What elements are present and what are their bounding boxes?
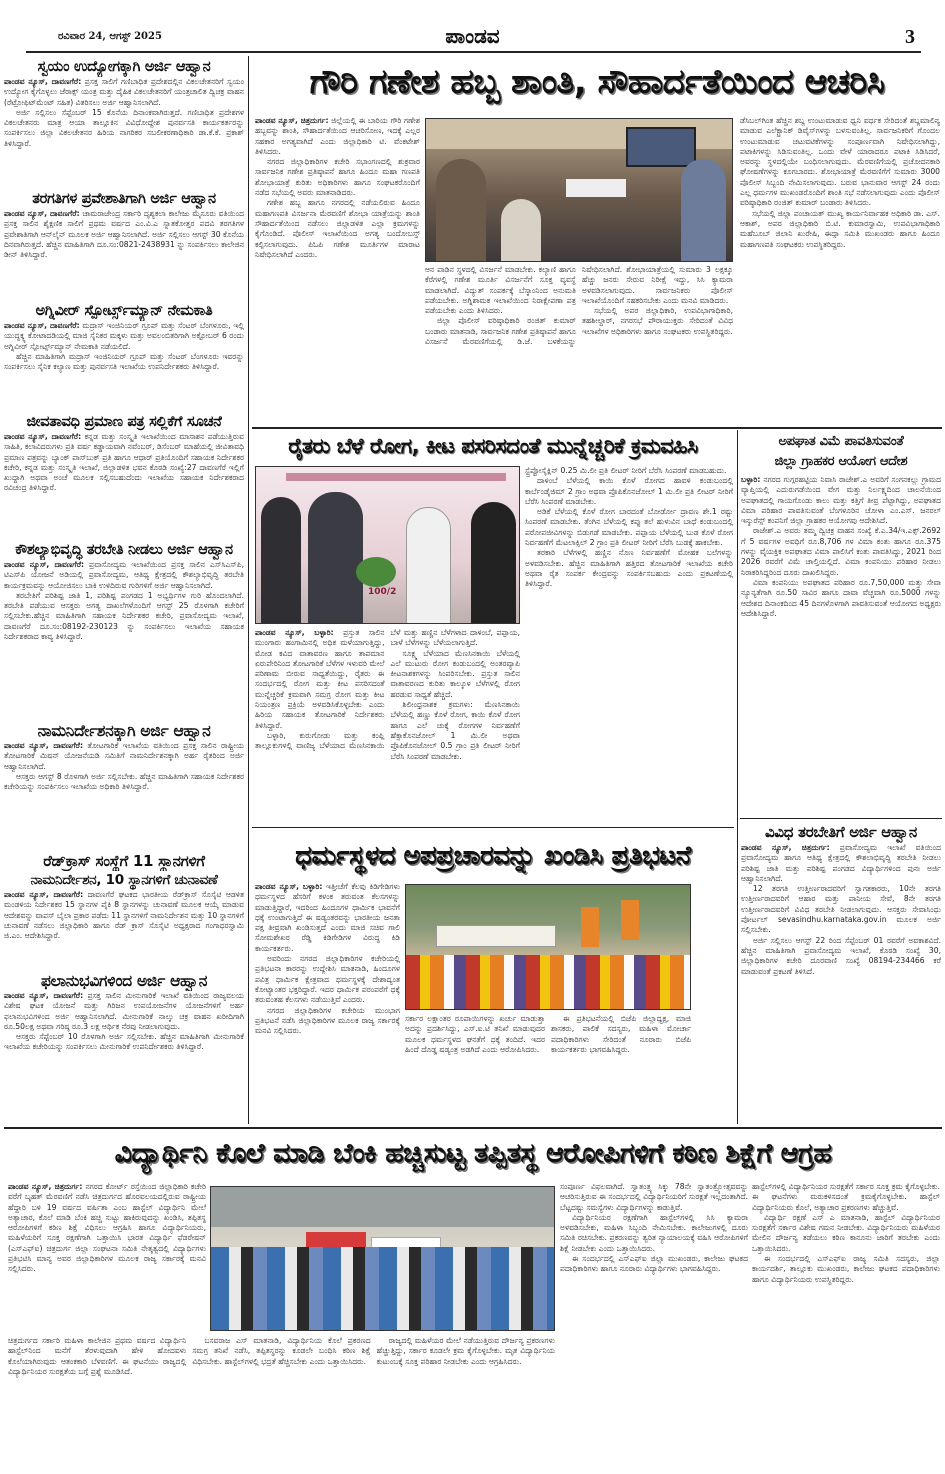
- headline: ವಿವಿಧ ತರಬೇತಿಗೆ ಅರ್ಜಿ ಆಹ್ವಾನ: [765, 823, 917, 841]
- bottom-story-lead: ಪಾಂಡವ ನ್ಯೂಸ್, ಚಿತ್ರದುರ್ಗ: ನಗರದ ಕೋರ್ಟ್ ರಸ್ತೆಯಿಂದ ಜಿಲ್ಲಾಧಿಕಾರಿ ಕಚೇರಿ ವರೆಗೆ ಬೃಹತ್ ಮೆರವಣಿಗೆ ನಡೆಸಿ ಚಿತ್ರದುರ್ಗದ ಹೊರವಲಯದಲ್ಲಿರುವ ರಾಷ್ಟ್ರೀಯ ಹೆದ್ದಾರಿ ಬಳಿ 19 ವರ್ಷದ ವರ್ಷಿತಾ ಎಂಬ ಹಾಸ್ಟೆಲ್ ವಿದ್ಯಾರ್ಥಿನಿ ಮೇಲೆ ಅತ್ಯಾಚಾರ, ಕೊಲೆ ಮಾಡಿ ಬೆಂಕಿ ಹಚ್ಚಿ ಸುಟ್ಟು ಹಾಕಿರುವುದನ್ನು ಖಂಡಿಸಿ, ತಪ್ಪಿತಸ್ಥ ಆರೋಪಿಗಳಿಗೆ ಕಠಿಣ ಶಿಕ್ಷೆ ವಿಧಿಸಲು ಆಗ್ರಹಿಸಿ ಹಾಗೂ ವಿದ್ಯಾರ್ಥಿನಿಯರು, ಮಹಿಳೆಯರಿಗೆ ಸೂಕ್ತ ರಕ್ಷಣೆಗಾಗಿ ಒತ್ತಾಯಿಸಿ ಭಾರತ ವಿದ್ಯಾರ್ಥಿ ಫೆಡರೇಷನ್ (ಎಸ್‌ಎಫ್‌ಐ) ಚಿತ್ರದುರ್ಗ ಜಿಲ್ಲಾ ಸಂಘಟನಾ ಸಮಿತಿ ನೇತೃತ್ವದಲ್ಲಿ ವಿದ್ಯಾರ್ಥಿಗಳು ಪ್ರತಿಭಟಿಸಿ ಮಾನ್ಯ ಅವರ ಜಿಲ್ಲಾಧಿಕಾರಿಗಳ ಮೂಲಕ ರಾಜ್ಯ ಸರ್ಕಾರಕ್ಕೆ ಮನವಿ ಸಲ್ಲಿಸಿದರು.: [8, 1182, 206, 1274]
- headline-line2: ನಾಮನಿರ್ದೇಶನ, 10 ಸ್ಥಾನಗಳಿಗೆ ಚುನಾವಣೆ: [30, 872, 218, 888]
- photo-meeting: [425, 118, 733, 262]
- farmers-story-right: ಸ್ಟ್ರೆಪ್ಟೋಸೈಕ್ಲಿನ್ 0.25 ಮಿ.ಲೀ ಪ್ರತಿ ಲೀಟರ್ ನೀರಿಗೆ ಬೆರೆಸಿ ಸಿಂಪರಣೆ ಮಾಡಬಹುದು. ದಾಳಿಂಬೆ ಬೆಳೆಯಲ್ಲಿ ಕಾಯಿ ಕೊಳೆ ರೋಗದ ಹಾವಳಿ ಕಂಡುಬಂದಲ್ಲಿ ಕಾರ್ಬೆಂಡೈಜಿಮ್ 2 ಗ್ರಾಂ ಅಥವಾ ಪ್ರೊಪಿಕೊನಜೋಲ್ 1 ಮಿ.ಲೀ ಪ್ರತಿ ಲೀಟರ್ ನೀರಿಗೆ ಬೆರೆಸಿ ಸಿಂಪರಣೆ ಮಾಡಬೇಕು. ಅಡಿಕೆ ಬೆಳೆಯಲ್ಲಿ ಕೊಳೆ ರೋಗ ಬಾರದಂತೆ ಬೋರ್ಡೋ ದ್ರಾವಣ ಶೇ.1 ರಷ್ಟು ಸಿಂಪರಣೆ ಮಾಡಬೇಕು. ತೆಂಗಿನ ಬೆಳೆಯಲ್ಲಿ ಕಪ್ಪು ತಲೆ ಹುಳುವಿನ ಬಾಧೆ ಕಂಡುಬಂದಲ್ಲಿ ಪರೋಪಜೀವಿಗಳನ್ನು ಬಿಡುಗಡೆ ಮಾಡಬೇಕು. ಪಪ್ಪಾಯ ಬೆಳೆಯಲ್ಲಿ ಬುಡ ಕೊಳೆ ರೋಗ ನಿರ್ವಹಣೆಗೆ ಮೆಟಲಾಕ್ಸಿಲ್ 2 ಗ್ರಾಂ ಪ್ರತಿ ಲೀಟರ್ ನೀರಿಗೆ ಬೆರೆಸಿ ಬುಡಕ್ಕೆ ಹಾಕಬೇಕು. ತರಕಾರಿ ಬೆಳೆಗಳಲ್ಲಿ ಹಣ್ಣಿನ ನೊಣ ನಿರ್ವಹಣೆಗೆ ಮೋಹಕ ಬಲೆಗಳನ್ನು ಅಳವಡಿಸಬೇಕು. ಹೆಚ್ಚಿನ ಮಾಹಿತಿಗಾಗಿ ಹತ್ತಿರದ ತೋಟಗಾರಿಕೆ ಇಲಾಖೆಯ ಕಚೇರಿ ಅಥವಾ ರೈತ ಸಂಪರ್ಕ ಕೇಂದ್ರವನ್ನು ಸಂಪರ್ಕಿಸಬಹುದು ಎಂದು ಪ್ರಕಟಣೆಯಲ್ಲಿ ತಿಳಿಸಿದ್ದಾರೆ.: [525, 466, 733, 589]
- bottom-story-right2: ಹಾಸ್ಟೆಲ್‌ಗಳಲ್ಲಿ ವಿದ್ಯಾರ್ಥಿನಿಯರ ಸುರಕ್ಷತೆಗೆ ಸರ್ಕಾರ ಸೂಕ್ತ ಕ್ರಮ ಕೈಗೊಳ್ಳಬೇಕು. ಈ ಘಟನೆಗಳು ಮರುಕಳಿಸದಂತೆ ಕ್ರಮಕೈಗೊಳ್ಳಬೇಕು. ಹಾಸ್ಟೆಲ್ ವಿದ್ಯಾರ್ಥಿನಿಯರು ಕೊಲೆ, ಅತ್ಯಾಚಾರ ಪ್ರಕರಣಗಳು ಹೆಚ್ಚುತ್ತಿವೆ. ವಿದ್ಯಾರ್ಥಿ ರಕ್ಷಣೆ ಎಸ್ ಎ ಮಾತನಾಡಿ, ಹಾಸ್ಟೆಲ್ ವಿದ್ಯಾರ್ಥಿನಿಯರ ಸುರಕ್ಷತೆಗೆ ಸರ್ಕಾರ ವಿಶೇಷ ಗಮನ ನೀಡಬೇಕು. ವಿದ್ಯಾರ್ಥಿನಿಯರು ಮಹಿಳೆಯರ ಮೇಲಿನ ದೌರ್ಜನ್ಯ ತಡೆಯಲು ಕಠಿಣ ಕಾನೂನು ಜಾರಿಗೆ ತರಬೇಕು ಎಂದು ಒತ್ತಾಯಿಸಿದರು. ಈ ಸಂದರ್ಭದಲ್ಲಿ ಎಸ್‌ಎಫ್‌ಐ ರಾಜ್ಯ ಸಮಿತಿ ಸದಸ್ಯರು, ಜಿಲ್ಲಾ ಕಾರ್ಯದರ್ಶಿ, ತಾಲ್ಲೂಕು ಮುಖಂಡರು, ಕಾಲೇಜು ಘಟಕದ ಪದಾಧಿಕಾರಿಗಳು ಹಾಗೂ ವಿದ್ಯಾರ್ಥಿನಿಯರು ಉಪಸ್ಥಿತರಿದ್ದರು.: [752, 1182, 940, 1284]
- header-rule: [26, 51, 921, 53]
- article-body: ಪಾಂಡವ ನ್ಯೂಸ್, ದಾವಣಗೆರೆ: ಪ್ರಸಕ್ತ ಸಾಲಿಗೆ ಗಣಿಬಾಧಿತ ಪ್ರದೇಶದಲ್ಲಿನ ವಿಕಲಚೇತನರಿಗೆ ಸ್ವಯಂ ಉದ್ಯೋಗ ಕೈಗೊಳ್ಳಲು ಜೆರಾಕ್ಸ್ ಯಂತ್ರ ಮತ್ತು ದೈಹಿಕ ವಿಕಲಚೇತನರಿಗೆ ಯಂತ್ರಚಾಲಿತ ದ್ವಿಚಕ್ರ ವಾಹನ (ರೆಟ್ರೋಫಿಟ್‌ಮೆಂಟ್ ಸಹಿತ) ವಿತರಿಸಲು ಅರ್ಜಿ ಆಹ್ವಾನಿಸಲಾಗಿದೆ. ಅರ್ಜಿ ಸಲ್ಲಿಸಲು ಸೆಪ್ಟೆಂಬರ್ 15 ಕೊನೆಯ ದಿನಾಂಕವಾಗಿರುತ್ತದೆ. ಗಣಿಬಾಧಿತ ಪ್ರದೇಶಗಳ ವಿಕಲಚೇತನರು ಮಾತ್ರ ಆಯಾ ತಾಲ್ಲೂಕಿನ ವಿವಿಧೋದ್ದೇಶ ಪುನರ್ವಸತಿ ಕಾರ್ಯಕರ್ತರನ್ನು ಸಂಪರ್ಕಿಸಲು ಜಿಲ್ಲಾ ವಿಕಲಚೇತನರ ಹಿರಿಯ ನಾಗರಿಕರ ಸಬಲೀಕರಣಾಧಿಕಾರಿ ಡಾ.ಕೆ.ಕೆ. ಪ್ರಕಾಶ್ ತಿಳಿಸಿದ್ದಾರೆ.: [4, 77, 244, 148]
- article-body: ಪಾಂಡವ ನ್ಯೂಸ್, ದಾವಣಗೆರೆ: ಮದ್ರಾಸ್ ಇಂಜಿನಿಯರ್ ಗ್ರೂಪ್ ಮತ್ತು ಸೆಂಟರ್ ಬೆಂಗಳೂರು, ಇಲ್ಲಿ ಯುದ್ಧಕ್ಕ್ಯ ಕೋಟಾದಡಿಯಲ್ಲಿ ಮಾಜಿ ಸೈನಿಕರ ಮಕ್ಕಳು ಮತ್ತು ಅವಲಂಬಿತರಿಗಾಗಿ ಅಕ್ಟೋಬರ್ 6 ರಂದು ಅಗ್ನಿವೀರ್ ಸ್ಪೋರ್ಟ್ಸ್‌ಮ್ಯಾನ್ ನೇಮಕಾತಿ ನಡೆಯಲಿದೆ. ಹೆಚ್ಚಿನ ಮಾಹಿತಿಗಾಗಿ ಮದ್ರಾಸ್ ಇಂಜಿನಿಯರ್ ಗ್ರೂಪ್ ಮತ್ತು ಸೆಂಟರ್ ಬೆಂಗಳೂರು ಇವರನ್ನು ಸಂಪರ್ಕಿಸಲು ಸೈನಿಕ ಕಲ್ಯಾಣ ಮತ್ತು ಪುನರ್ವಸತಿ ಇಲಾಖೆಯ ಉಪನಿರ್ದೇಶಕರು ತಿಳಿಸಿದ್ದಾರೆ.: [4, 321, 244, 372]
- bottom-story-headline: ವಿದ್ಯಾರ್ಥಿನಿ ಕೊಲೆ ಮಾಡಿ ಬೆಂಕಿ ಹಚ್ಚಿಸುಟ್ಟ ತಪ್ಪಿತಸ್ಥ ಆರೋಪಿಗಳಿಗೆ ಕಠಿಣ ಶಿಕ್ಷೆಗೆ ಆಗ್ರಹ: [114, 1138, 832, 1169]
- article-body: ಬಳ್ಳಾರಿ: ನಗರದ ಗುಗ್ಗರಹಟ್ಟಿಯ ನಿವಾಸಿ ರಾಜೇಶ್.ಎ ಅವರಿಗೆ ಸಂಗನಕಲ್ಲು ಗ್ರಾಮದ ವ್ಯಾಪ್ತಿಯಲ್ಲಿ ಎದುರುಗಡೆಯಿಂದ ವೇಗ ಮತ್ತು ನಿರ್ಲಕ್ಷ್ಯದಿಂದ ಚಾಲನೆಯಿಂದ ಅಪಘಾತದಲ್ಲಿ ಗಾಯಗೊಂಡು ಕಾಲು ಮತ್ತು ಕತ್ತಿಗೆ ತೀವ್ರ ಪೆಟ್ಟಾಗಿದ್ದು, ಅಪಘಾತದ ವಿಮಾ ಪರಿಹಾರ ಪಾವತಿಸುವಂತೆ ಬೆಂಗಳೂರಿನ ಚೋಳಾ ಎಂ.ಎಸ್. ಜನರಲ್ ಇನ್ಶುರೆನ್ಸ್ ಕಂಪನಿಗೆ ಜಿಲ್ಲಾ ಗ್ರಾಹಕರ ಆಯೋಗವು ಆದೇಶಿಸಿದೆ. ರಾಜೇಶ್.ಎ ಅವರು ತಮ್ಮ ದ್ವಿಚಕ್ರ ವಾಹನ ಸಂಖ್ಯೆ ಕೆ.ಎ.34/ಇ.ಎಕ್ಸ್.2692 ಗೆ 5 ವರ್ಷಗಳ ಅವಧಿಗೆ ರೂ.8,706 ಗಳ ವಿಮಾ ಕಂತು ಹಾಗೂ ರೂ.375 ಗಳನ್ನು ವೈಯಕ್ತಿಕ ಅಪಘಾತದ ವಿಮಾ ಪಾಲಿಸಿಗೆ ಕಂತು ಪಾವತಿಸಿದ್ದು, 2021 ರಿಂದ 2026 ರವರೆಗೆ ವಿಮೆ ಚಾಲ್ತಿಯಲ್ಲಿದೆ. ವಿಮಾ ಕಂಪನಿಯು ಪರಿಹಾರ ನೀಡಲು ನಿರಾಕರಿಸಿದ್ದರಿಂದ ದೂರು ದಾಖಲಿಸಿದ್ದರು. ವಿಮಾ ಕಂಪನಿಯು ಅಪಘಾತದ ಪರಿಹಾರ ರೂ.7,50,000 ಮತ್ತು ಸೇವಾ ನ್ಯೂನ್ಯತೆಗಾಗಿ ರೂ.50 ಸಾವಿರ ಹಾಗೂ ದಾವಾ ವೆಚ್ಚವಾಗಿ ರೂ.5000 ಗಳನ್ನು ಆದೇಶದ ದಿನಾಂಕದಿಂದ 45 ದಿನಗಳೊಳಗಾಗಿ ಪಾವತಿಸುವಂತೆ ಆಯೋಗದ ಅಧ್ಯಕ್ಷರು ಆದೇಶಿಸಿದ್ದಾರೆ.: [741, 475, 941, 618]
- protest-story-left: ಪಾಂಡವ ನ್ಯೂಸ್, ಬಳ್ಳಾರಿ: ಇತ್ತೀಚೆಗೆ ಕೆಲವು ಕಿಡಿಗೇಡಿಗಳು ಧರ್ಮಸ್ಥಳದ ಹೆಸರಿಗೆ ಕಳಂಕ ತರುವಂತ ಕೆಲಸಗಳನ್ನು ಮಾಡುತ್ತಿದ್ದಾರೆ, ಇದರಿಂದ ಹಿಂದೂಗಳ ಧಾರ್ಮಿಕ ಭಾವನೆಗೆ ಧಕ್ಕೆ ಉಂಟಾಗುತ್ತಿದೆ ಈ ಷಡ್ಯಂತರವನ್ನು ಭಾರತೀಯ ಜನತಾ ಪಕ್ಷ ತೀವ್ರವಾಗಿ ಖಂಡಿಸುತ್ತದೆ ಎಂದು ಮಾಜಿ ಸಚಿವ ಗಾಲಿ ಸೋಮಶೇಖರ ರೆಡ್ಡಿ ಕಿಡಿಗೇಡಿಗಳ ವಿರುದ್ಧ ಕಿಡಿ ಕಾರ್ಯಕರ್ತರು. ಅವರಿಂದು ನಗರದ ಜಿಲ್ಲಾಧಿಕಾರಿಗಳ ಕಚೇರಿಯಲ್ಲಿ ಪ್ರತಿಭಟನಾ ಕಾರರನ್ನು ಉದ್ದೇಶಿಸಿ ಮಾತನಾಡಿ, ಹಿಂದೂಗಳ ಪವಿತ್ರ ಧಾರ್ಮಿಕ ಕ್ಷೇತ್ರವಾದ ಧರ್ಮಸ್ಥಳಕ್ಕೆ ದೇಶಾದ್ಯಂತ ಕೋಟ್ಯಾಂತರ ಭಕ್ತರಿದ್ದಾರೆ. ಇದರ ಧಾರ್ಮಿಕ ಪರಂಪರೆಗೆ ಧಕ್ಕೆ ತರುವಂತಹ ಕೆಲಸಗಳು ನಡೆಯುತ್ತಿವೆ ಎಂದರು. ನಗರದ ಜಿಲ್ಲಾಧಿಕಾರಿಗಳ ಕಚೇರಿಯ ಮುಂಭಾಗ ಪ್ರತಿಭಟನೆ ನಡೆಸಿ ಜಿಲ್ಲಾಧಿಕಾರಿಗಳ ಮೂಲಕ ರಾಜ್ಯ ಸರ್ಕಾರಕ್ಕೆ ಮನವಿ ಸಲ್ಲಿಸಿದರು.: [255, 882, 400, 1036]
- top-story-headline: ಗೌರಿ ಗಣೇಶ ಹಬ್ಬ ಶಾಂತಿ, ಸೌಹಾರ್ದತೆಯಿಂದ ಆಚರಿಸಿ: [309, 62, 885, 102]
- headline: ಅಗ್ನಿವೀರ್ ಸ್ಪೋರ್ಟ್ಸ್‌ಮ್ಯಾನ್ ನೇಮಕಾತಿ: [35, 303, 213, 319]
- article-body: ಪಾಂಡವ ನ್ಯೂಸ್, ದಾವಣಗೆರೆ: ದಾವಣಗೆರೆ ಘಟಕದ ಭಾರತೀಯ ರೆಡ್‌ಕ್ರಾಸ್ ಸೊಸೈಟಿ ಆಡಳಿತ ಮಂಡಳಿಯ ನಿರ್ದೇಶಕರ 15 ಸ್ಥಾನಗಳ ಪೈಕಿ 8 ಸ್ಥಾನಗಳನ್ನು ಚುನಾವಣೆ ಮೂಲಕ ಆಯ್ಕೆ ಮಾಡುವ ಆದೇಶವನ್ನು ವಾಪಸ್ ಬೈಲಾ ಪ್ರಕಾರ ಪಡೆದು 11 ಸ್ಥಾನಗಳಿಗೆ ನಾಮನಿರ್ದೇಶನ ಮತ್ತು 10 ಸ್ಥಾನಗಳಿಗೆ ಚುನಾವಣೆ ನಡೆಸಲು ಜಿಲ್ಲಾಧಿಕಾರಿ ಹಾಗೂ ರೆಡ್ ಕ್ರಾಸ್ ಸೊಸೈಟಿ ಅಧ್ಯಕ್ಷರಾದ ಗಂಗಾಧರಸ್ವಾಮಿ ಜಿ.ಎಂ. ಆದೇಶಿಸಿದ್ದಾರೆ.: [4, 890, 244, 941]
- article-body: ಪಾಂಡವ ನ್ಯೂಸ್, ದಾವಣಗೆರೆ: ಕನ್ನಡ ಮತ್ತು ಸಂಸ್ಕೃತಿ ಇಲಾಖೆಯಿಂದ ಮಾಸಾಶನ ಪಡೆಯುತ್ತಿರುವ ಸಾಹಿತಿ, ಕಲಾವಿದರುಗಳು ಪ್ರತಿ ವರ್ಷ ಕಡ್ಡಾಯವಾಗಿ ನವೆಂಬರ್, ಡಿಸೆಂಬರ್ ಮಾಹೆಯಲ್ಲಿ ಜೀವಿತಾವಧಿ ಪ್ರಮಾಣ ಪತ್ರವನ್ನು ಬ್ಯಾಂಕ್ ಪಾಸ್‌ಬುಕ್ ಪ್ರತಿ ಹಾಗೂ ಆಧಾರ್ ಪ್ರತಿಯೊಂದಿಗೆ ಸಹಾಯಕ ನಿರ್ದೇಶಕರ ಕಚೇರಿ, ಕನ್ನಡ ಮತ್ತು ಸಂಸ್ಕೃತಿ ಇಲಾಖೆ, ಜಿಲ್ಲಾಡಳಿತ ಭವನ ಕೊಠಡಿ ಸಂಖ್ಯೆ:27 ದಾವಣಗೆರೆ ಇಲ್ಲಿಗೆ ಖುದ್ದಾಗಿ ಅಥವಾ ಅಂಚೆ ಮೂಲಕ ಸಲ್ಲಿಸಬಹುದೆಂದು ಇಲಾಖೆಯ ಸಹಾಯಕ ನಿರ್ದೇಶಕರಾದ ರವಿಚಂದ್ರ ತಿಳಿಸಿದ್ದಾರೆ.: [4, 432, 244, 493]
- training-story: [741, 821, 941, 1124]
- photo-student-protest: [210, 1186, 555, 1331]
- section-rule: [740, 818, 942, 819]
- masthead: ಪಾಂಡವ: [445, 24, 500, 48]
- headline: ಜೀವತಾವಧಿ ಪ್ರಮಾಣ ಪತ್ರ ಸಲ್ಲಿಕೆಗೆ ಸೂಚನೆ: [26, 414, 222, 430]
- headline: ಅಪಘಾತ ವಿಮೆ ಪಾವತಿಸುವಂತೆ: [778, 434, 904, 449]
- article-beneficiaries: [4, 972, 244, 1124]
- article-admission: [4, 190, 244, 300]
- farmers-story-below: ಪಾಂಡವ ನ್ಯೂಸ್, ಬಳ್ಳಾರಿ: ಪ್ರಸ್ತುತ ಸಾಲಿನ ಮುಂಗಾರು ಹಂಗಾಮಿನಲ್ಲಿ ಅಧಿಕ ಮಳೆಯಾಗುತ್ತಿದ್ದು, ಮೋಡ ಕವಿದ ವಾತಾವರಣ ಹಾಗೂ ತಾಪಮಾನ ಏರುಪೇರಿನಿಂದ ತೋಟಗಾರಿಕೆ ಬೆಳೆಗಳ ಇಳುವರಿ ಮೇಲೆ ಪರಿಣಾಮ ಬೀರುವ ಸಾಧ್ಯತೆಯಿದ್ದು, ರೈತರು ಈ ಸಂದರ್ಭದಲ್ಲಿ ರೋಗ ಮತ್ತು ಕೀಟ ಪಸರಿಸದಂತೆ ಮುನ್ನೆಚ್ಚರಿಕೆ ಕ್ರಮವಾಗಿ ಸಮಗ್ರ ರೋಗ ಮತ್ತು ಕೀಟ ನಿಯಂತ್ರಣ ಪ್ರಕ್ರಿಯೆ ಅಳವಡಿಸಿಕೊಳ್ಳಬೇಕು ಎಂದು ಹಿರಿಯ ಸಹಾಯಕ ತೋಟಗಾರಿಕೆ ನಿರ್ದೇಶಕರು ತಿಳಿಸಿದ್ದಾರೆ. ಬಳ್ಳಾರಿ, ಕುರುಗೋಡು ಮತ್ತು ಕಂಪ್ಲಿ ತಾಲ್ಲೂಕುಗಳಲ್ಲಿ ವಾಣಿಜ್ಯ ಬೆಳೆಯಾದ ಮೆಣಸಿನಕಾಯಿ ಬೆಳೆ ಮತ್ತು ಹಣ್ಣಿನ ಬೆಳೆಗಳಾದ ದಾಳಿಂಬೆ, ಪಪ್ಪಾಯ, ಬಾಳೆ ಬೆಳೆಗಳನ್ನು ಬೆಳೆಯಲಾಗುತ್ತಿದೆ. ಸೂಕ್ಷ್ಮ ಬೆಳೆಯಾದ ಮೆಣಸಿನಕಾಯಿ ಬೆಳೆಯಲ್ಲಿ ಎಲೆ ಮುಟುರು ರೋಗ ಕಂಡುಬಂದಲ್ಲಿ ಅಂತರವ್ಯಾಪಿ ಕೀಟನಾಶಕಗಳನ್ನು ಸಿಂಪರಿಸಬೇಕು. ಪ್ರಸ್ತುತ ಸಾಲಿನ ವಾತಾವರಣದ ಕುರಿತು ಕಾಲ್ಕೂಳ ಬೆಳೆಗಳಲ್ಲಿ ರೋಗ ಹರಡುವ ಸಾಧ್ಯತೆ ಹೆಚ್ಚಿದೆ. ಶಿಲೀಂಧ್ರನಾಶಕ ಕ್ರಮಗಳು: ಮೆಣಸಿನಕಾಯಿ ಬೆಳೆಯಲ್ಲಿ ಹಣ್ಣು ಕೊಳೆ ರೋಗ, ಕಾಯಿ ಕೊಳೆ ರೋಗ ಹಾಗೂ ಎಲೆ ಚುಕ್ಕೆ ರೋಗಗಳ ನಿರ್ವಹಣೆಗೆ ಹೆಕ್ಸಾಕೊನಜೋಲ್ 1 ಮಿ.ಲೀ ಅಥವಾ ಪ್ರೊಪಿಕೊನಜೋಲ್ 0.5 ಗ್ರಾಂ ಪ್ರತಿ ಲೀಟರ್ ನೀರಿಗೆ ಬೆರೆಸಿ ಸಿಂಪರಣೆ ಮಾಡಬೇಕು.: [255, 628, 520, 761]
- column-divider: [248, 56, 249, 1124]
- issue-date: ರವಿವಾರ 24, ಆಗಸ್ಟ್ 2025: [58, 31, 162, 42]
- article-body: ಪಾಂಡವ ನ್ಯೂಸ್, ದಾವಣಗೆರೆ: ಪ್ರಸಕ್ತ ಸಾಲಿನ ಮೀನುಗಾರಿಕೆ ಇಲಾಖೆ ವತಿಯಿಂದ ರಾಜ್ಯವಲಯ ವಿಶೇಷ ಘಟಕ ಯೋಜನೆ ಮತ್ತು ಗಿರಿಜನ ಉಪಯೋಜನೆಗಳ ಯೋಜನೆಗಳಿಗೆ ಅರ್ಹ ಫಲಾನುಭವಿಗಳಿಂದ ಅರ್ಜಿ ಆಹ್ವಾನಿಸಲಾಗಿದೆ. ಮೀನುಗಾರಿಕೆ ನಾಲ್ಕು ಚಕ್ರ ವಾಹನ ಖರೀದಿಗಾಗಿ ರೂ.50ಲಕ್ಷ ಅಥವಾ ಗರಿಷ್ಠ ರೂ.3 ಲಕ್ಷ ಆರ್ಥಿಕ ನೆರವು ನೀಡಲಾಗುವುದು. ಆಸಕ್ತರು ಸೆಪ್ಟೆಂಬರ್ 10 ರೊಳಗಾಗಿ ಅರ್ಜಿ ಸಲ್ಲಿಸಬೇಕು. ಹೆಚ್ಚಿನ ಮಾಹಿತಿಗಾಗಿ ಮೀನುಗಾರಿಕೆ ಇಲಾಖೆಯ ಕಚೇರಿಯನ್ನು ಸಂಪರ್ಕಿಸಲು ಮೀನುಗಾರಿಕೆ ಉಪನಿರ್ದೇಶಕರು ತಿಳಿಸಿದ್ದಾರೆ.: [4, 991, 244, 1052]
- photo-plant-event: [255, 466, 520, 624]
- headline-line2: ಜಿಲ್ಲಾ ಗ್ರಾಹಕರ ಆಯೋಗ ಆದೇಶ: [774, 454, 908, 469]
- top-story-col1: ಪಾಂಡವ ನ್ಯೂಸ್, ಚಿತ್ರದುರ್ಗ: ಜಿಲ್ಲೆಯಲ್ಲಿ ಈ ಬಾರಿಯ ಗೌರಿ ಗಣೇಶ ಹಬ್ಬವನ್ನು ಶಾಂತಿ, ಸೌಹಾರ್ದತೆಯಿಂದ ಆಚರಿಸೋಣ, ಇದಕ್ಕೆ ಎಲ್ಲರ ಸಹಕಾರ ಅಗತ್ಯವಾಗಿದೆ ಎಂದು ಜಿಲ್ಲಾಧಿಕಾರಿ ಟಿ. ವೆಂಕಟೇಶ್ ತಿಳಿಸಿದರು. ನಗರದ ಜಿಲ್ಲಾಧಿಕಾರಿಗಳ ಕಚೇರಿ ಸಭಾಂಗಣದಲ್ಲಿ ಶುಕ್ರವಾರ ಸಾರ್ವಜನಿಕ ಗಣೇಶ ಪ್ರತಿಷ್ಠಾಪನೆ ಹಾಗೂ ಹಿಂದೂ ಮಹಾ ಗಣಪತಿ ಶೋಭಾಯಾತ್ರೆ ಕುರಿತು ಅಧಿಕಾರಿಗಳು ಹಾಗೂ ಸಂಘಟಕರೊಂದಿಗೆ ನಡೆದ ಸಭೆಯಲ್ಲಿ ಅವರು ಮಾತನಾಡಿದರು. ಗಣೇಶ ಹಬ್ಬ ಹಾಗೂ ನಗರದಲ್ಲಿ ನಡೆಯಲಿರುವ ಹಿಂದೂ ಮಹಾಗಣಪತಿ ವಿಸರ್ಜನಾ ಮೆರವಣಿಗೆ ಶೋಭಾ ಯಾತ್ರೆಯನ್ನು ಶಾಂತಿ ಸೌಹಾರ್ದತೆಯಿಂದ ನಡೆಸಲು ಜಿಲ್ಲಾಡಳಿತ ಎಲ್ಲಾ ಕ್ರಮಗಳನ್ನು ಕೈಗೊಂಡಿದೆ. ಪೊಲೀಸ್ ಇಲಾಖೆಯಿಂದ ಅಗತ್ಯ ಬಂದೋಬಸ್ತ್ ಕಲ್ಪಿಸಲಾಗುವುದು. ಪಿಓಪಿ ಗಣೇಶ ಮೂರ್ತಿಗಳ ಮಾರಾಟ ನಿಷೇಧಿಸಲಾಗಿದೆ ಎಂದರು.: [255, 116, 420, 259]
- headline: ಫಲಾನುಭವಿಗಳಿಂದ ಅರ್ಜಿ ಆಹ್ವಾನ: [40, 972, 208, 990]
- bottom-story-below-photo: ಚಿತ್ರದುರ್ಗದ ಸರ್ಕಾರಿ ಮಹಿಳಾ ಕಾಲೇಜಿನ ಪ್ರಥಮ ವರ್ಷದ ವಿದ್ಯಾರ್ಥಿನಿ ಹಾಸ್ಟೆಲ್‌ನಿಂದ ಮನೆಗೆ ತೆರಳುವುದಾಗಿ ಹೇಳಿ ಹೋದವಳು ಕೊಲೆಯಾಗಿರುವುದು ಆತಂಕಕಾರಿ ಬೆಳವಣಿಗೆ. ಈ ಘಟನೆಯು ರಾಜ್ಯದಲ್ಲಿ ವಿದ್ಯಾರ್ಥಿನಿಯರ ಸುರಕ್ಷತೆಯ ಬಗ್ಗೆ ಪ್ರಶ್ನೆ ಮೂಡಿಸಿದೆ. ಬಸವರಾಜ ಎಸ್ ಮಾತನಾಡಿ, ವಿದ್ಯಾರ್ಥಿನಿಯ ಕೊಲೆ ಪ್ರಕರಣದ ಸಮಗ್ರ ತನಿಖೆ ನಡೆಸಿ, ತಪ್ಪಿತಸ್ಥರನ್ನು ಕೂಡಲೇ ಬಂಧಿಸಿ ಕಠಿಣ ಶಿಕ್ಷೆ ವಿಧಿಸಬೇಕು. ಹಾಸ್ಟೆಲ್‌ಗಳಲ್ಲಿ ಭದ್ರತೆ ಹೆಚ್ಚಿಸಬೇಕು ಎಂದು ಒತ್ತಾಯಿಸಿದರು. ರಾಜ್ಯದಲ್ಲಿ ಮಹಿಳೆಯರ ಮೇಲೆ ನಡೆಯುತ್ತಿರುವ ದೌರ್ಜನ್ಯ ಪ್ರಕರಣಗಳು ಹೆಚ್ಚುತ್ತಿದ್ದು, ಸರ್ಕಾರ ಕೂಡಲೇ ಕ್ರಮ ಕೈಗೊಳ್ಳಬೇಕು. ಮೃತ ವಿದ್ಯಾರ್ಥಿನಿಯ ಕುಟುಂಬಕ್ಕೆ ಸೂಕ್ತ ಪರಿಹಾರ ನೀಡಬೇಕು ಎಂದು ಆಗ್ರಹಿಸಿದರು.: [8, 1336, 555, 1376]
- article-red-cross: [4, 852, 244, 970]
- headline: ತರಗತಿಗಳ ಪ್ರವೇಶಾತಿಗಾಗಿ ಅರ್ಜಿ ಆಹ್ವಾನ: [32, 191, 216, 207]
- column-divider: [737, 430, 738, 1124]
- farmers-story-headline: ರೈತರು ಬೆಳೆ ರೋಗ, ಕೀಟ ಪಸರಿಸದಂತೆ ಮುನ್ನೆಚ್ಚರಿಕೆ ಕ್ರಮವಹಿಸಿ: [288, 434, 698, 458]
- accident-story: [741, 432, 941, 817]
- article-nomination: [4, 722, 244, 850]
- top-story-col2: ಆನ ಪಾಡಿನ ಸ್ಥಳದಲ್ಲಿ ವಿಸರ್ಜನೆ ಮಾಡಬೇಕು. ಕಲ್ಯಾಣಿ ಹಾಗೂ ಕೆರೆಗಳಲ್ಲಿ ಗಣೇಶ ಮೂರ್ತಿ ವಿಸರ್ಜನೆಗೆ ಸೂಕ್ತ ವ್ಯವಸ್ಥೆ ಮಾಡಲಾಗಿದೆ. ವಿದ್ಯುತ್ ಸಂಪರ್ಕಕ್ಕೆ ಬೆಸ್ಕಾಂನಿಂದ ಅನುಮತಿ ಪಡೆಯಬೇಕು. ಅಗ್ನಿಶಾಮಕ ಇಲಾಖೆಯಿಂದ ನಿರಾಕ್ಷೇಪಣಾ ಪತ್ರ ಪಡೆಯಬೇಕು ಎಂದು ತಿಳಿಸಿದರು. ಜಿಲ್ಲಾ ಪೊಲೀಸ್ ವರಿಷ್ಠಾಧಿಕಾರಿ ರಂಜಿತ್ ಕುಮಾರ್ ಬಂಡಾರು ಮಾತನಾಡಿ, ಸಾರ್ವಜನಿಕ ಗಣೇಶ ಪ್ರತಿಷ್ಠಾಪನೆ ಹಾಗೂ ವಿಸರ್ಜನೆ ಮೆರವಣಿಗೆಯಲ್ಲಿ ಡಿ.ಜೆ. ಬಳಕೆಯನ್ನು ನಿಷೇಧಿಸಲಾಗಿದೆ. ಶೋಭಾಯಾತ್ರೆಯಲ್ಲಿ ಸುಮಾರು 3 ಲಕ್ಷಕ್ಕೂ ಹೆಚ್ಚು ಜನರು ಸೇರುವ ನಿರೀಕ್ಷೆ ಇದ್ದು, ಸಿಸಿ ಕ್ಯಾಮರಾ ಅಳವಡಿಸಲಾಗುವುದು. ಸಾರ್ವಜನಿಕರು ಪೊಲೀಸ್ ಇಲಾಖೆಯೊಂದಿಗೆ ಸಹಕರಿಸಬೇಕು ಎಂದು ಮನವಿ ಮಾಡಿದರು. ಸಭೆಯಲ್ಲಿ ಅಪರ ಜಿಲ್ಲಾಧಿಕಾರಿ, ಉಪವಿಭಾಗಾಧಿಕಾರಿ, ತಹಶೀಲ್ದಾರ್, ನಗರಸಭೆ ಪೌರಾಯುಕ್ತರು ಸೇರಿದಂತೆ ವಿವಿಧ ಇಲಾಖೆಗಳ ಅಧಿಕಾರಿಗಳು ಹಾಗೂ ಸಂಘಟಕರು ಉಪಸ್ಥಿತರಿದ್ದರು.: [425, 265, 733, 347]
- article-agniveer: [4, 302, 244, 412]
- article-life-certificate: [4, 413, 244, 540]
- headline: ಸ್ವಯಂ ಉದ್ಯೋಗಕ್ಕಾಗಿ ಅರ್ಜಿ ಆಹ್ವಾನ: [37, 59, 211, 75]
- article-body: ಪಾಂಡವ ನ್ಯೂಸ್, ದಾವಣಗೆರೆ: ಚಾಮರಾಜೇಂದ್ರ ಸರ್ಕಾರಿ ದೃಶ್ಯಕಲಾ ಕಾಲೇಜು ಮೈಸೂರು ವತಿಯಿಂದ ಪ್ರಸಕ್ತ ಸಾಲಿನ ಶೈಕ್ಷಣಿಕ ಸಾಲಿಗೆ ಪ್ರಥಮ ವರ್ಷದ ಎಂ.ವಿ.ಎ ಸ್ನಾತಕೋತ್ತರ ಪದವಿ ತರಗತಿಗಳ ಪ್ರವೇಶಾತಿಗಾಗಿ ಆನ್‌ಲೈನ್ ಮೂಲಕ ಅರ್ಜಿ ಆಹ್ವಾನಿಸಲಾಗಿದೆ. ಅರ್ಜಿ ಸಲ್ಲಿಸಲು ಆಗಸ್ಟ್ 30 ಕೊನೆಯ ದಿನವಾಗಿರುತ್ತದೆ. ಹೆಚ್ಚಿನ ಮಾಹಿತಿಗಾಗಿ ದೂ.ಸಂ:0821-2438931 ನ್ನು ಸಂಪರ್ಕಿಸಲು ಕಾಲೇಜಿನ ಡೀನ್ ತಿಳಿಸಿದ್ದಾರೆ.: [4, 209, 244, 260]
- article-self-employment: [4, 58, 244, 188]
- article-body: ಪಾಂಡವ ನ್ಯೂಸ್, ದಾವಣಗೆರೆ: ಪ್ರವಾಸೋದ್ಯಮ ಇಲಾಖೆಯಿಂದ ಪ್ರಸಕ್ತ ಸಾಲಿನ ಎಸ್‌ಸಿಎಸ್‌ಪಿ, ಟಿಎಸ್‌ಪಿ ಯೋಜನೆ ಅಡಿಯಲ್ಲಿ ಪ್ರವಾಸೋದ್ಯಮ, ಆತಿಥ್ಯ ಕ್ಷೇತ್ರದಲ್ಲಿ ಕೌಶಲ್ಯಾಭಿವೃದ್ಧಿ ತರಬೇತಿ ಕಾರ್ಯಕ್ರಮವನ್ನು ಆಯೋಜಿಸಲು ಬಾಕಿ ಉಳಿದಿರುವ ಗುರಿಗಳಿಗೆ ಅರ್ಜಿ ಆಹ್ವಾನಿಸಲಾಗಿದೆ. ತರಬೇತಿಗೆ ಪರಿಶಿಷ್ಟ ಜಾತಿ 1, ಪರಿಶಿಷ್ಟ ಪಂಗಡದ 1 ಅಭ್ಯರ್ಥಿಗಳ ಗುರಿ ಹೊಂದಲಾಗಿದೆ. ತರಬೇತಿ ಪಡೆಯುವ ಆಸಕ್ತರು ಅಗತ್ಯ ದಾಖಲೆಗಳೊಂದಿಗೆ ಆಗಸ್ಟ್ 25 ರೊಳಗಾಗಿ ಕಚೇರಿಗೆ ಸಲ್ಲಿಸಬೇಕು.ಹೆಚ್ಚಿನ ಮಾಹಿತಿಗಾಗಿ ಸಹಾಯಕ ನಿರ್ದೇಶಕರ ಕಚೇರಿ, ಪ್ರವಾಸೋದ್ಯಮ ಇಲಾಖೆ, ದಾವಣಗೆರೆ ದೂ.ಸಂ:08192-230123 ನ್ನು ಸಂಪರ್ಕಿಸಲು ಇಲಾಖೆಯ ಸಹಾಯಕ ನಿರ್ದೇಶಕರಾದ ಕಾವ್ಯ ತಿಳಿಸಿದ್ದಾರೆ.: [4, 560, 244, 642]
- section-rule: [252, 827, 734, 828]
- page-number: 3: [905, 26, 915, 48]
- section-rule: [252, 427, 942, 429]
- bottom-story-right1: ಸಂಪೂರ್ಣ ವಿಫಲವಾಗಿದೆ. ಸ್ವಾತಂತ್ರ್ಯ ಸಿಕ್ಕು 78ನೇ ಸ್ವಾತಂತ್ರ್ಯೋತ್ಸವವನ್ನು ಆಚರಿಸುತ್ತಿರುವ ಈ ಸಂದರ್ಭದಲ್ಲಿ ವಿದ್ಯಾರ್ಥಿನಿಯರಿಗೆ ಸುರಕ್ಷತೆ ಇಲ್ಲದಂತಾಗಿದೆ. ಬೆಟ್ಟದಷ್ಟು ಸಮಸ್ಯೆಗಳು ವಿದ್ಯಾರ್ಥಿಗಳನ್ನು ಕಾಡುತ್ತಿವೆ. ವಿದ್ಯಾರ್ಥಿನಿಯರ ರಕ್ಷಣೆಗಾಗಿ ಹಾಸ್ಟೆಲ್‌ಗಳಲ್ಲಿ ಸಿಸಿ ಕ್ಯಾಮರಾ ಅಳವಡಿಸಬೇಕು, ಮಹಿಳಾ ಸಿಬ್ಬಂದಿ ನೇಮಿಸಬೇಕು. ಕಾಲೇಜುಗಳಲ್ಲಿ ದೂರು ಸಮಿತಿ ರಚಿಸಬೇಕು. ಪ್ರಕರಣವನ್ನು ತ್ವರಿತ ನ್ಯಾಯಾಲಯಕ್ಕೆ ವಹಿಸಿ ಆರೋಪಿಗಳಿಗೆ ಶಿಕ್ಷೆ ನೀಡಬೇಕು ಎಂದು ಒತ್ತಾಯಿಸಿದರು. ಈ ಸಂದರ್ಭದಲ್ಲಿ ಎಸ್‌ಎಫ್‌ಐ ಜಿಲ್ಲಾ ಮುಖಂಡರು, ಕಾಲೇಜು ಘಟಕದ ಪದಾಧಿಕಾರಿಗಳು ಹಾಗೂ ನೂರಾರು ವಿದ್ಯಾರ್ಥಿಗಳು ಭಾಗವಹಿಸಿದ್ದರು.: [560, 1182, 748, 1274]
- headline: ರೆಡ್‌ಕ್ರಾಸ್ ಸಂಸ್ಥೆಗೆ 11 ಸ್ಥಾನಗಳಿಗೆ: [43, 852, 205, 870]
- article-skill-training: [4, 541, 244, 721]
- article-body: ಪಾಂಡವ ನ್ಯೂಸ್, ಚಿತ್ರದುರ್ಗ: ಪ್ರವಾಸೋದ್ಯಮ ಇಲಾಖೆ ವತಿಯಿಂದ ಪ್ರವಾಸೋದ್ಯಮ ಹಾಗೂ ಆತಿಥ್ಯ ಕ್ಷೇತ್ರದಲ್ಲಿ ಕೌಶಲಾಭಿವೃದ್ಧಿ ತರಬೇತಿ ನೀಡಲು ಪರಿಶಿಷ್ಟ ಜಾತಿ ಮತ್ತು ಪರಿಶಿಷ್ಟ ಪಂಗಡದ ವಿದ್ಯಾರ್ಥಿಗಳಿಂದ ಪುನಃ ಅರ್ಜಿ ಆಹ್ವಾನಿಸಲಾಗಿದೆ. 12 ತರಗತಿ ಉತ್ತೀರ್ಣರಾದವರಿಗೆ ಸ್ವಾಗತಕಾರರು, 10ನೇ ತರಗತಿ ಉತ್ತೀರ್ಣರಾದವರಿಗೆ ಆಹಾರ ಮತ್ತು ಪಾನೀಯ ಸೇವೆ, 8ನೇ ತರಗತಿ ಉತ್ತೀರ್ಣರಾದವರಿಗೆ ವಿವಿಧ ತರಬೇತಿ ನೀಡಲಾಗುವುದು. ಆಸಕ್ತರು ಸೇವಾಸಿಂಧು ಪೋರ್ಟಲ್ sevasindhu.karnataka.gov.in ಮೂಲಕ ಅರ್ಜಿ ಸಲ್ಲಿಸಬೇಕು. ಅರ್ಜಿ ಸಲ್ಲಿಸಲು ಆಗಸ್ಟ್ 22 ರಿಂದ ಸೆಪ್ಟೆಂಬರ್ 01 ರವರೆಗೆ ಅವಕಾಶವಿದೆ. ಹೆಚ್ಚಿನ ಮಾಹಿತಿಗಾಗಿ ಪ್ರವಾಸೋದ್ಯಮ ಇಲಾಖೆ, ಕೊಠಡಿ ಸಂಖ್ಯೆ 30, ಜಿಲ್ಲಾಧಿಕಾರಿಗಳ ಕಚೇರಿ ದೂರವಾಣಿ ಸಂಖ್ಯೆ 08194-234466 ಕರೆ ಮಾಡುವಂತೆ ಪ್ರಕಟಣೆ ತಿಳಿಸಿದೆ.: [741, 843, 941, 976]
- headline: ಕೌಶಲ್ಯಾಭಿವೃದ್ಧಿ ತರಬೇತಿ ನೀಡಲು ಅರ್ಜಿ ಆಹ್ವಾನ: [15, 542, 233, 558]
- banner-text: 100/2: [368, 587, 397, 597]
- top-story-col3: ಡೆಸಿಬಲ್‌ಗಿಂತ ಹೆಚ್ಚಿನ ಶಬ್ದ ಉಂಟುಮಾಡುವ ಧ್ವನಿ ವರ್ಧಕ ಸೇರಿದಂತೆ ಶಬ್ದಮಾಲಿನ್ಯ ಮಾಡುವ ಎಲೆಕ್ಟ್ರಾನಿಕ್ ಡಿವೈಸ್‌ಗಳನ್ನು ಬಳಸುವಂತಿಲ್ಲ. ಸಾರ್ವಜನಿಕರಿಗೆ ಗೊಂದಲ ಉಂಟುಮಾಡುವ ಚಟುವಟಿಕೆಗಳನ್ನು ಸಂಪೂರ್ಣವಾಗಿ ನಿಷೇಧಿಸಲಾಗಿದ್ದು, ಪಟಾಕಿಗಳನ್ನು ಸಿಡಿಸುವಂತಿಲ್ಲ. ಒಂದು ವೇಳೆ ಯಾರಾದರೂ ಪಟಾಕಿ ಸಿಡಿಸಿದರೆ, ಅವರನ್ನು ಸ್ಥಳದಲ್ಲಿಯೇ ಬಂಧಿಸಲಾಗುವುದು. ಮೆರವಣಿಗೆಯಲ್ಲಿ ಪ್ರಚೋದನಕಾರಿ ಘೋಷಣೆಗಳನ್ನು ಕೂಗಬಾರದು. ಶೋಭಾಯಾತ್ರೆ ಮೆರವಣಿಗೆಗೆ ಸುಮಾರು 3000 ಪೊಲೀಸ್ ಸಿಬ್ಬಂದಿ ನೇಮಿಸಲಾಗುವುದು. ಬರುವ ಭಾನುವಾರ ಆಗಸ್ಟ್ 24 ರಂದು ಎಲ್ಲ ಧರ್ಮಗಳ ಮುಖಂಡರೊಂದಿಗೆ ಶಾಂತಿ ಸಭೆ ನಡೆಸಲಾಗುವುದು ಎಂದು ಪೊಲೀಸ್ ವರಿಷ್ಠಾಧಿಕಾರಿ ರಂಜಿತ್ ಕುಮಾರ್ ಬಂಡಾರು ತಿಳಿಸಿದರು. ಸಭೆಯಲ್ಲಿ ಜಿಲ್ಲಾ ಪಂಚಾಯತ್ ಮುಖ್ಯ ಕಾರ್ಯನಿರ್ವಾಹಕ ಅಧಿಕಾರಿ ಡಾ. ಎಸ್. ಆಕಾಶ್, ಅಪರ ಜಿಲ್ಲಾಧಿಕಾರಿ ಬಿ.ಟಿ. ಕುಮಾರಸ್ವಾಮಿ, ಉಪವಿಭಾಗಾಧಿಕಾರಿ ಮಹೆಬೂಬ್ ಜಿಲಾನಿ ಖುರೇಷಿ, ಈದ್ಗಾ ಸಮಿತಿ ಮುಖಂಡರು ಹಾಗೂ ಹಿಂದೂ ಮಹಾಗಣಪತಿ ಸಂಘಟಕರು ಉಪಸ್ಥಿತರಿದ್ದರು.: [740, 116, 940, 249]
- headline: ನಾಮನಿರ್ದೇಶನಕ್ಕಾಗಿ ಅರ್ಜಿ ಆಹ್ವಾನ: [37, 722, 211, 740]
- page-header: [0, 0, 945, 50]
- protest-story-headline: ಧರ್ಮಸ್ಥಳದ ಅಪಪ್ರಚಾರವನ್ನು ಖಂಡಿಸಿ ಪ್ರತಿಭಟನೆ: [295, 841, 691, 871]
- article-body: ಪಾಂಡವ ನ್ಯೂಸ್, ದಾವಣಗೆರೆ: ತೋಟಗಾರಿಕೆ ಇಲಾಖೆಯ ವತಿಯಿಂದ ಪ್ರಸಕ್ತ ಸಾಲಿನ ರಾಷ್ಟ್ರೀಯ ತೋಟಗಾರಿಕೆ ಮಿಷನ್ ಯೋಜನೆಯಡಿ ಸಮಿತಿಗೆ ನಾಮನಿರ್ದೇಶನಕ್ಕಾಗಿ ಅರ್ಹ ರೈತರಿಂದ ಅರ್ಜಿ ಆಹ್ವಾನಿಸಲಾಗಿದೆ. ಆಸಕ್ತರು ಆಗಸ್ಟ್ 8 ರೊಳಗಾಗಿ ಅರ್ಜಿ ಸಲ್ಲಿಸಬೇಕು. ಹೆಚ್ಚಿನ ಮಾಹಿತಿಗಾಗಿ ಸಹಾಯಕ ನಿರ್ದೇಶಕರ ಕಚೇರಿಯನ್ನು ಸಂಪರ್ಕಿಸಲು ಇಲಾಖೆಯ ಅಧಿಕಾರಿ ತಿಳಿಸಿದ್ದಾರೆ.: [4, 741, 244, 792]
- photo-protest: [405, 884, 691, 1010]
- section-rule: [4, 1127, 942, 1129]
- protest-story-below: ಸರ್ಕಾರ ಲಕ್ಷಾಂತರ ರೂಪಾಯಿಗಳನ್ನು ಖರ್ಚು ಮಾಡುತ್ತಾ ಅದನ್ನು ಪ್ರದರ್ಶಿಸಿದ್ದು, ಎಸ್.ಐ.ಟಿ ತನಿಖೆ ಮಾಡುವುದರ ಮೂಲಕ ಧರ್ಮಸ್ಥಳದ ಘನತೆಗೆ ಧಕ್ಕೆ ತಂದಿದೆ. ಇದರ ಹಿಂದೆ ದೊಡ್ಡ ಷಡ್ಯಂತ್ರ ಅಡಗಿದೆ ಎಂದು ಆರೋಪಿಸಿದರು. ಈ ಪ್ರತಿಭಟನೆಯಲ್ಲಿ ಬಿಜೆಪಿ ಜಿಲ್ಲಾಧ್ಯಕ್ಷ, ಮಾಜಿ ಶಾಸಕರು, ಪಾಲಿಕೆ ಸದಸ್ಯರು, ಮಹಿಳಾ ಮೋರ್ಚಾ ಪದಾಧಿಕಾರಿಗಳು ಸೇರಿದಂತೆ ನೂರಾರು ಬಿಜೆಪಿ ಕಾರ್ಯಕರ್ತರು ಭಾಗವಹಿಸಿದ್ದರು.: [405, 1014, 691, 1054]
